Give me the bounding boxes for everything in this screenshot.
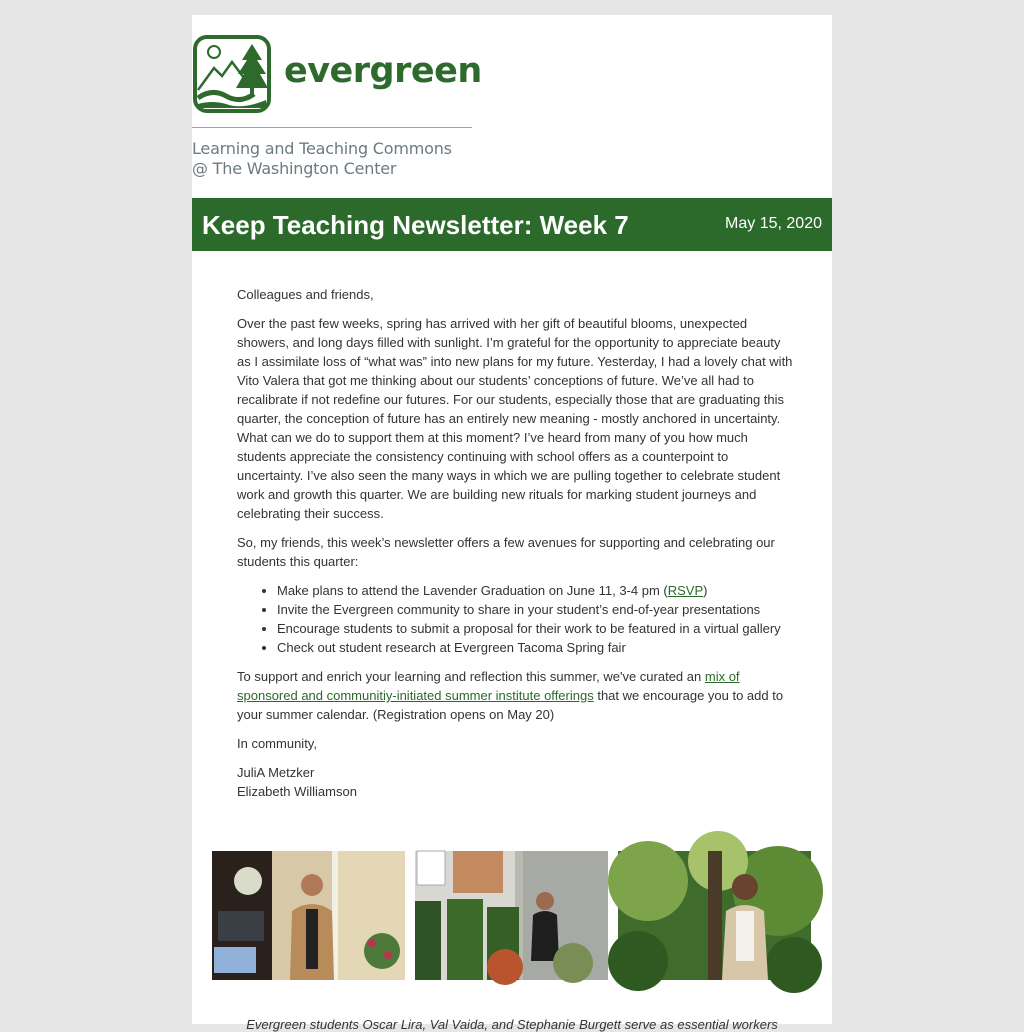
- newsletter-title: Keep Teaching Newsletter: Week 7: [202, 210, 629, 240]
- closing: In community,: [237, 736, 317, 751]
- avenues-paragraph: So, my friends, this week’s newsletter offers a few avenues for supporting and celebrating our students this quarter:: [237, 535, 775, 569]
- avenues-list: [237, 581, 793, 657]
- logo-subtitle-line1: Learning and Teaching Commons: [192, 139, 452, 158]
- signature-block: [237, 763, 793, 801]
- student-photo: [618, 851, 811, 980]
- signer-name: JuliA Metzker: [237, 765, 315, 780]
- rsvp-link[interactable]: RSVP: [667, 583, 704, 598]
- summer-paragraph: To support and enrich your learning and reflection this summer, we've curated an mix of sponsored and communitiy-initiated summer institute offerings that we encourage you to add to your summer calendar. (Registration opens on May 20): [237, 669, 784, 722]
- student-photo: [415, 851, 608, 980]
- list-item: • Invite the Evergreen community to share in your student’s end-of-year presentations: [277, 600, 793, 619]
- evergreen-tree-mountain-logo-icon: [192, 34, 272, 114]
- intro-paragraph: Over the past few weeks, spring has arrived with her gift of beautiful blooms, unexpected showers, and long days filled with sunlight. I’m grateful for the opportunity to appreciate beauty as I assimilate loss of “what was” into new plans for my future. Yesterday, I had a lovely chat with Vito Valera that got me thinking about our students’ conceptions of future. We’ve all had to recalibrate if not redefine our futures. For our students, especially those that are graduating this quarter, the conception of future has an entirely new meaning - mostly anchored in uncertainty. What can we do to support them at this moment? I’ve heard from many of you how much students appreciate the consistency continuing with school offers as a counterpoint to uncertainty. I’ve also seen the many ways in which we are pulling together to celebrate student work and growth this quarter. We are building new rituals for marking student journeys and celebrating their success.: [237, 316, 793, 521]
- photo-caption: Evergreen students Oscar Lira, Val Vaida, and Stephanie Burgett serve as essential workers: [246, 1017, 778, 1032]
- logo-subtitle-line2: @ The Washington Center: [192, 159, 397, 178]
- header-logo: [192, 15, 832, 198]
- logo-divider: [192, 127, 472, 128]
- newsletter-page: [192, 15, 832, 1032]
- list-item: • Check out student research at Evergreen Tacoma Spring fair: [277, 638, 793, 657]
- student-photo: [212, 851, 405, 980]
- letter-body: [237, 285, 793, 801]
- list-item: • Encourage students to submit a proposal for their work to be featured in a virtual gallery: [277, 619, 793, 638]
- greeting: Colleagues and friends,: [237, 287, 374, 302]
- summer-institute-link[interactable]: mix of sponsored and communitiy-initiated summer institute offerings: [237, 669, 740, 703]
- newsletter-date: May 15, 2020: [725, 215, 822, 232]
- signer-name: Elizabeth Williamson: [237, 784, 357, 799]
- student-photos: [212, 851, 812, 980]
- evergreen-wordmark: evergreen: [284, 51, 482, 91]
- list-item: • Make plans to attend the Lavender Graduation on June 11, 3-4 pm (RSVP): [277, 581, 793, 600]
- newsletter-banner: [192, 198, 832, 251]
